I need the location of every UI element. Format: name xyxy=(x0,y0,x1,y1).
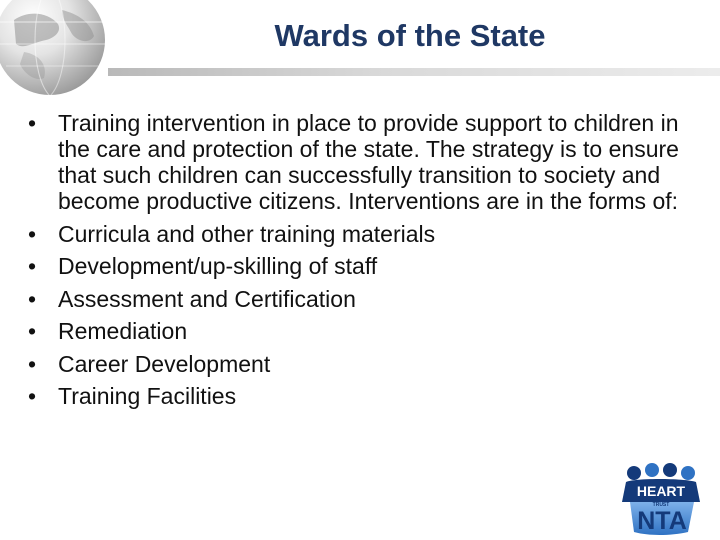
bullet-text: Training Facilities xyxy=(58,383,237,409)
list-item xyxy=(28,383,698,409)
bullet-text: Curricula and other training materials xyxy=(58,220,436,247)
globe-icon xyxy=(0,0,116,100)
list-item xyxy=(28,286,698,312)
bullet-text: Remediation xyxy=(58,318,188,344)
bullet-icon: • xyxy=(28,110,37,136)
bullet-icon: • xyxy=(28,253,37,279)
page-title: Wards of the State xyxy=(274,18,546,53)
title-divider xyxy=(108,68,720,76)
list-item xyxy=(28,110,698,214)
list-item xyxy=(28,253,698,279)
bullet-icon: • xyxy=(28,220,37,247)
bullet-icon: • xyxy=(28,383,37,409)
bullet-icon: • xyxy=(28,350,37,377)
bullet-text: Training intervention in place to provide support to children in the care and protection of the state. The strategy is to ensure that such children can successfully transition to society and become productive citizens. Interventions are in the forms of: xyxy=(58,110,679,214)
heart-nta-logo xyxy=(600,462,712,538)
logo-bottom-text: NTA xyxy=(637,507,687,535)
bullet-icon: • xyxy=(28,318,37,344)
bullet-text: Career Development xyxy=(58,350,271,377)
list-item xyxy=(28,351,698,377)
list-item xyxy=(28,221,698,247)
logo-top-text: HEART xyxy=(636,483,686,499)
bullet-list xyxy=(28,110,698,416)
bullet-icon: • xyxy=(28,285,37,312)
logo-small-text: TRUST xyxy=(652,502,670,508)
list-item xyxy=(28,318,698,344)
bullet-text: Development/up-skilling of staff xyxy=(58,253,378,279)
people-figures xyxy=(627,463,695,480)
bullet-text: Assessment and Certification xyxy=(58,285,356,312)
